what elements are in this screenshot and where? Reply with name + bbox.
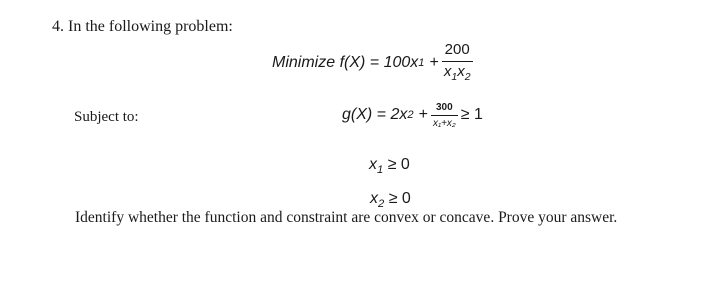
objective-plus: + (429, 54, 439, 71)
instruction-text: Identify whether the function and constraint are convex or concave. Prove your answer. (75, 209, 618, 226)
problem-heading: 4. In the following problem: (52, 18, 233, 35)
constraint-plus: + (418, 106, 428, 123)
constraint-rhs: ≥ 1 (460, 106, 483, 123)
constraint-lhs-sub: 2 (407, 109, 414, 121)
objective-prefix: Minimize f(X) = 100x (272, 54, 419, 71)
objective-prefix-sub: 1 (418, 57, 425, 69)
constraint-lhs: g(X) = 2x (342, 106, 408, 123)
subject-to-label: Subject to: (74, 109, 139, 125)
fraction-bar (431, 115, 458, 116)
objective-fraction (442, 42, 473, 83)
objective-fraction-denominator: $x_1x_2$ (443, 62, 471, 83)
constraint-function (342, 96, 483, 134)
objective-fraction-numerator: 200 (444, 41, 470, 59)
constraint-fraction-numerator: 300 (436, 101, 453, 113)
bound-x2: $x_2 \ge 0$ (370, 190, 411, 211)
bound-x1: $x_1 \ge 0$ (369, 156, 410, 177)
constraint-fraction-denominator: x₁+x₂ (432, 117, 456, 129)
objective-function (272, 38, 476, 88)
constraint-fraction (431, 102, 458, 129)
fraction-bar (442, 61, 473, 62)
